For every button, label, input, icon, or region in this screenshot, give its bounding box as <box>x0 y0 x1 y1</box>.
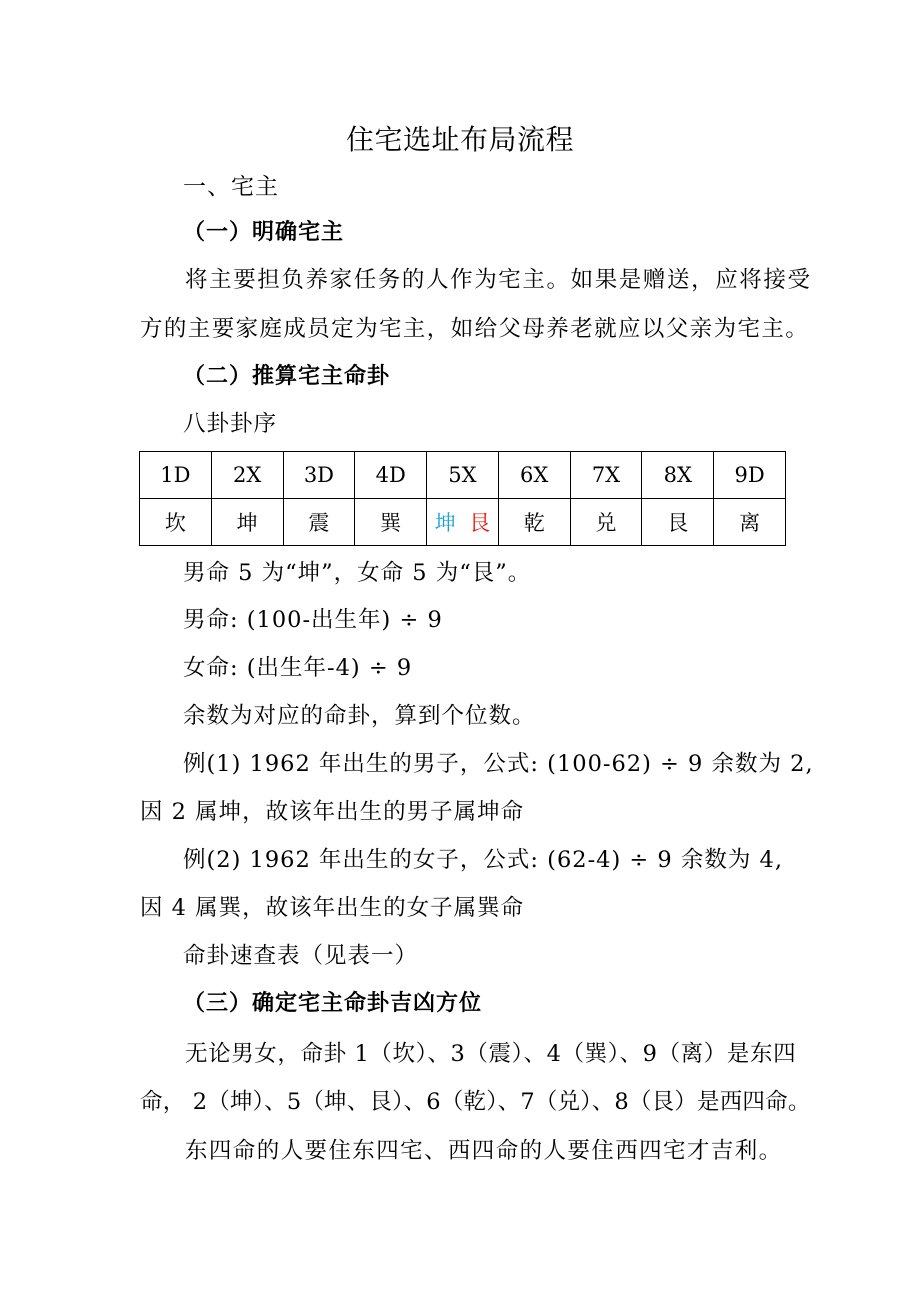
male-formula: 男命: (100-出生年) ÷ 9 <box>183 607 443 633</box>
note-five: 男命 5 为“坤”，女命 5 为“艮”。 <box>183 560 532 586</box>
table-cell-code: 7X <box>570 452 642 499</box>
table-cell-name: 坤 <box>211 499 283 546</box>
subheading-directions: （三）确定宅主命卦吉凶方位 <box>183 991 483 1016</box>
table-cell-name: 坎 <box>140 499 212 546</box>
table-cell-code: 3D <box>283 452 355 499</box>
bagua-order-label: 八卦卦序 <box>183 411 278 437</box>
example-2-line-2: 因 4 属巽，故该年出生的女子属巽命 <box>140 895 525 921</box>
female-formula: 女命: (出生年-4) ÷ 9 <box>183 655 413 681</box>
table-cell-name: 离 <box>714 499 786 546</box>
example-1-line-1: 例(1) 1962 年出生的男子，公式: (100-62) ÷ 9 余数为 2, <box>183 751 814 777</box>
remainder-note: 余数为对应的命卦，算到个位数。 <box>183 703 536 729</box>
table-cell-code: 6X <box>498 452 570 499</box>
table-cell-code: 2X <box>211 452 283 499</box>
example-1-line-2: 因 2 属坤，故该年出生的男子属坤命 <box>140 799 525 825</box>
lookup-table-note: 命卦速查表（见表一） <box>183 943 419 969</box>
table-row-names <box>140 499 786 546</box>
paragraph-east-west-line-1: 无论男女，命卦 1（坎）、3（震）、4（巽）、9（离）是东四 <box>185 1041 797 1067</box>
table-cell-code: 5X <box>427 452 499 499</box>
section-heading-owner: 一、宅主 <box>183 174 279 200</box>
bagua-order-table <box>139 451 786 546</box>
table-cell-code: 8X <box>642 452 714 499</box>
paragraph-owner-line-1: 将主要担负养家任务的人作为宅主。如果是赠送，应将接受 <box>185 267 812 293</box>
table-cell-name: 兑 <box>570 499 642 546</box>
kun-label: 坤 <box>434 511 456 535</box>
subheading-calc-gua: （二）推算宅主命卦 <box>183 364 391 389</box>
table-cell-name: 巽 <box>355 499 427 546</box>
table-cell-name: 乾 <box>498 499 570 546</box>
table-cell-code: 4D <box>355 452 427 499</box>
gen-label: 艮 <box>469 511 491 535</box>
paragraph-east-west-line-2: 命， 2（坤）、5（坤、艮）、6（乾）、7（兑）、8（艮）是西四命。 <box>140 1089 811 1115</box>
table-cell-code: 9D <box>714 452 786 499</box>
page-title: 住宅选址布局流程 <box>345 123 574 156</box>
table-cell-name: 艮 <box>642 499 714 546</box>
table-cell-code: 1D <box>140 452 212 499</box>
paragraph-owner-line-2: 方的主要家庭成员定为宅主，如给父母养老就应以父亲为宅主。 <box>140 316 810 342</box>
table-cell-name-five <box>427 499 499 546</box>
paragraph-residence: 东四命的人要住东四宅、西四命的人要住西四宅才吉利。 <box>185 1138 783 1164</box>
example-2-line-1: 例(2) 1962 年出生的女子，公式: (62-4) ÷ 9 余数为 4, <box>183 847 784 873</box>
table-row-codes <box>140 452 786 499</box>
table-cell-name: 震 <box>283 499 355 546</box>
subheading-define-owner: （一）明确宅主 <box>183 220 345 245</box>
